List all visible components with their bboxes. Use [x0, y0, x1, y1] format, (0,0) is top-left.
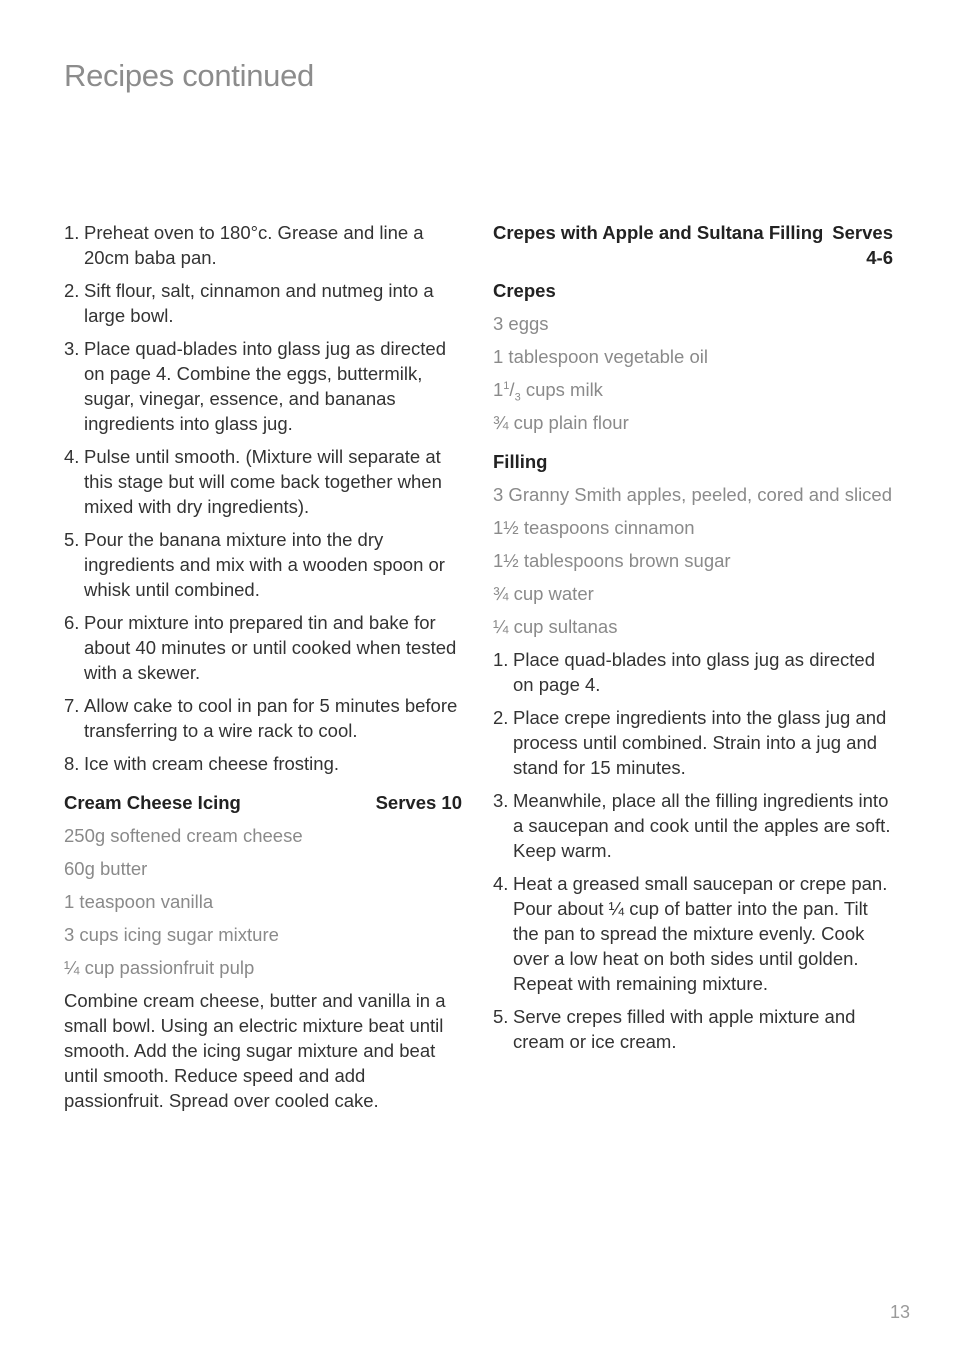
step-number: 4. [493, 873, 509, 894]
filling-ingredients [493, 482, 893, 639]
step-number: 5. [64, 529, 80, 550]
crepes-heading: Crepes [493, 280, 556, 301]
step-number: 2. [493, 707, 509, 728]
ingredient-item: ¾ cup water [493, 583, 594, 604]
serves-label: Serves [832, 222, 893, 243]
milk-numerator: 1 [503, 379, 510, 392]
list-item [64, 336, 462, 436]
step-text: Ice with cream cheese frosting. [84, 753, 339, 774]
step-number: 8. [64, 753, 80, 774]
step-text: Pour the banana mixture into the dry ingredients and mix with a wooden spoon or whisk until combined. [84, 529, 445, 600]
ingredient-item: 250g softened cream cheese [64, 825, 303, 846]
icing-ingredients [64, 823, 462, 980]
ingredient-item: ¼ cup sultanas [493, 616, 618, 637]
ingredient-item: ¼ cup passionfruit pulp [64, 957, 255, 978]
right-column [493, 220, 893, 1062]
page-title: Recipes continued [64, 58, 314, 93]
ingredient-item: 3 Granny Smith apples, peeled, cored and sliced [493, 484, 893, 505]
step-number: 1. [493, 649, 509, 670]
serves-value: 4-6 [866, 247, 893, 268]
step-number: 6. [64, 612, 80, 633]
step-text: Place quad-blades into glass jug as directed on page 4. [513, 649, 876, 695]
list-item [64, 610, 462, 685]
step-number: 2. [64, 280, 80, 301]
milk-whole: 1 [493, 379, 504, 400]
crepes-method-steps [493, 647, 893, 1054]
ingredient-item: 1 tablespoon vegetable oil [493, 346, 708, 367]
list-item [493, 705, 893, 780]
step-text: Serve crepes filled with apple mixture and cream or ice cream. [513, 1006, 856, 1052]
ingredient-item: 1½ teaspoons cinnamon [493, 517, 695, 538]
step-text: Preheat oven to 180°c. Grease and line a 20cm baba pan. [84, 222, 424, 268]
filling-heading: Filling [493, 451, 548, 472]
step-number: 5. [493, 1006, 509, 1027]
ingredient-item: ¾ cup plain flour [493, 412, 629, 433]
step-text: Place crepe ingredients into the glass jug and process until combined. Strain into a jug and stand for 15 minutes. [513, 707, 887, 778]
icing-method: Combine cream cheese, butter and vanilla in a small bowl. Using an electric mixture beat until smooth. Add the icing sugar mixture and beat until smooth. Reduce speed and add passionfruit. Spread over cooled cake. [64, 990, 446, 1111]
step-text: Heat a greased small saucepan or crepe pan. Pour about ¼ cup of batter into the pan. Tilt the pan to spread the mixture evenly. Cook over a low heat on both sides until golden. Repeat with remaining mixture. [513, 873, 888, 994]
icing-title: Cream Cheese Icing [64, 792, 241, 813]
crepes-ingredients [493, 311, 893, 435]
step-number: 7. [64, 695, 80, 716]
ingredient-item: 60g butter [64, 858, 148, 879]
step-number: 4. [64, 446, 80, 467]
step-text: Sift flour, salt, cinnamon and nutmeg into a large bowl. [84, 280, 434, 326]
ingredient-item: 1 teaspoon vanilla [64, 891, 214, 912]
list-item [64, 693, 462, 743]
left-column [64, 220, 462, 1113]
icing-serves: Serves 10 [375, 792, 462, 813]
list-item [493, 788, 893, 863]
crepes-serves [832, 220, 893, 270]
icing-heading [64, 790, 462, 815]
ingredient-item: 3 cups icing sugar mixture [64, 924, 279, 945]
step-number: 3. [64, 338, 80, 359]
ingredient-item: 3 eggs [493, 313, 549, 334]
page-number: 13 [889, 1302, 910, 1322]
cake-method-steps [64, 220, 462, 776]
list-item [64, 751, 462, 776]
ingredient-item: 1½ tablespoons brown sugar [493, 550, 731, 571]
milk-denominator: 3 [514, 391, 521, 404]
step-text: Pulse until smooth. (Mixture will separate at this stage but will come back together when mixed with dry ingredients). [84, 446, 442, 517]
list-item [64, 527, 462, 602]
list-item [493, 1004, 893, 1054]
list-item [64, 278, 462, 328]
step-text: Allow cake to cool in pan for 5 minutes before transferring to a wire rack to cool. [84, 695, 458, 741]
milk-rest: cups milk [520, 379, 603, 400]
crepes-recipe-title: Crepes with Apple and Sultana Filling [493, 222, 824, 243]
step-number: 3. [493, 790, 509, 811]
step-number: 1. [64, 222, 80, 243]
crepes-recipe-heading [493, 220, 893, 270]
step-text: Place quad-blades into glass jug as directed on page 4. Combine the eggs, buttermilk, sugar, vinegar, essence, and bananas ingredients into glass jug. [84, 338, 447, 434]
list-item [64, 220, 462, 270]
list-item [493, 647, 893, 697]
ingredient-item: $1^1/_3$ cups milk [493, 379, 603, 404]
step-text: Meanwhile, place all the filling ingredients into a saucepan and cook until the apples are soft. Keep warm. [513, 790, 891, 861]
step-text: Pour mixture into prepared tin and bake for about 40 minutes or until cooked when tested with a skewer. [84, 612, 457, 683]
list-item [64, 444, 462, 519]
list-item [493, 871, 893, 996]
